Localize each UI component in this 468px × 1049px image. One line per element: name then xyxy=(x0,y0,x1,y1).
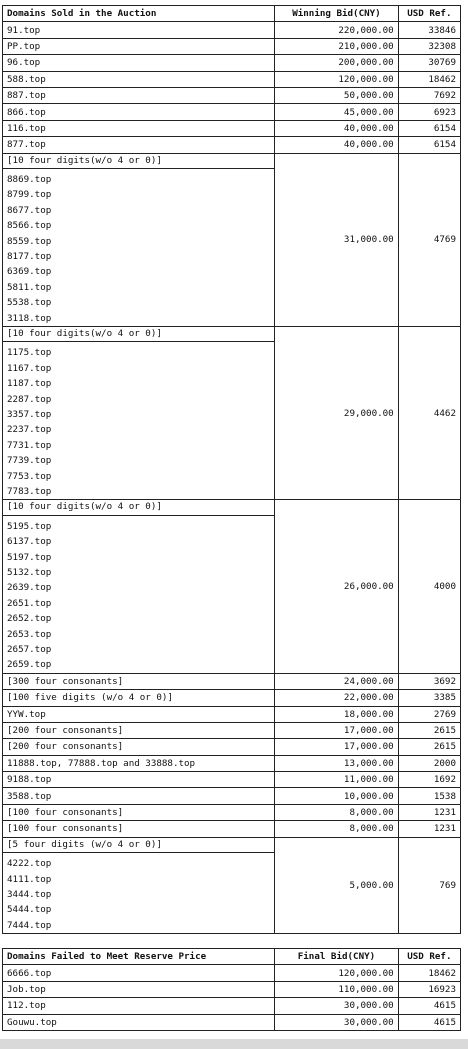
list-item: 8799.top xyxy=(7,189,52,201)
usd-cell: 18462 xyxy=(398,965,460,981)
table-row xyxy=(3,788,461,804)
table-row xyxy=(3,722,461,738)
domain-cell: 877.top xyxy=(3,137,275,153)
list-item: 2659.top xyxy=(7,659,52,671)
table-row xyxy=(3,673,461,689)
domain-cell: [100 four consonants] xyxy=(3,804,275,820)
usd-cell: 2000 xyxy=(398,755,460,771)
domain-cell: [100 five digits (w/o 4 or 0)] xyxy=(3,690,275,706)
group-row xyxy=(3,326,461,499)
list-item: 7739.top xyxy=(7,455,52,467)
list-item: 5197.top xyxy=(7,551,52,563)
group-domain-cell xyxy=(3,500,275,673)
col-header-usd: USD Ref. xyxy=(398,6,460,22)
bid-cell: 17,000.00 xyxy=(275,739,399,755)
bid-cell: 40,000.00 xyxy=(275,120,399,136)
table-row xyxy=(3,22,461,38)
group-row xyxy=(3,500,461,673)
domain-cell: Job.top xyxy=(3,981,275,997)
domain-cell: 96.top xyxy=(3,55,275,71)
domain-cell: 9188.top xyxy=(3,772,275,788)
list-item: 8559.top xyxy=(7,235,52,247)
group-domain-list xyxy=(3,169,274,326)
usd-cell: 769 xyxy=(398,837,460,933)
list-item: 3357.top xyxy=(7,408,52,420)
table-row xyxy=(3,55,461,71)
usd-cell: 4769 xyxy=(398,153,460,326)
table-row xyxy=(3,804,461,820)
bid-cell: 120,000.00 xyxy=(275,71,399,87)
table-row xyxy=(3,71,461,87)
domain-cell: 588.top xyxy=(3,71,275,87)
domain-cell: 866.top xyxy=(3,104,275,120)
domain-cell: [100 four consonants] xyxy=(3,821,275,837)
table-row xyxy=(3,1014,461,1030)
group-title: [10 four digits(w/o 4 or 0)] xyxy=(3,500,274,516)
usd-cell: 4462 xyxy=(398,326,460,499)
usd-cell: 18462 xyxy=(398,71,460,87)
domain-cell: 6666.top xyxy=(3,965,275,981)
domain-cell: Gouwu.top xyxy=(3,1014,275,1030)
table-row xyxy=(3,120,461,136)
list-item: 6137.top xyxy=(7,536,52,548)
bid-cell: 17,000.00 xyxy=(275,722,399,738)
usd-cell: 6154 xyxy=(398,137,460,153)
domain-cell: [200 four consonants] xyxy=(3,739,275,755)
usd-cell: 3385 xyxy=(398,690,460,706)
list-item: 1175.top xyxy=(7,347,52,359)
col-header-domain: Domains Sold in the Auction xyxy=(3,6,275,22)
page xyxy=(2,5,461,1031)
list-item: 8869.top xyxy=(7,174,52,186)
domain-cell: 112.top xyxy=(3,998,275,1014)
table-row xyxy=(3,965,461,981)
bid-cell: 26,000.00 xyxy=(275,500,399,673)
group-domain-list xyxy=(3,516,274,673)
list-item: 7753.top xyxy=(7,470,52,482)
domain-cell: 91.top xyxy=(3,22,275,38)
table-header-row xyxy=(3,6,461,22)
list-item: 7783.top xyxy=(7,485,52,497)
usd-cell: 4000 xyxy=(398,500,460,673)
usd-cell: 1231 xyxy=(398,804,460,820)
group-domain-cell xyxy=(3,326,275,499)
bid-cell: 40,000.00 xyxy=(275,137,399,153)
table-gap xyxy=(2,934,461,948)
list-item: 7444.top xyxy=(7,919,52,931)
bid-cell: 24,000.00 xyxy=(275,673,399,689)
list-item: 3444.top xyxy=(7,888,52,900)
list-item: 8566.top xyxy=(7,220,52,232)
list-item: 2287.top xyxy=(7,393,52,405)
col-header-final-bid: Final Bid(CNY) xyxy=(275,949,399,965)
group-domain-cell xyxy=(3,837,275,933)
usd-cell: 6154 xyxy=(398,120,460,136)
group-domain-list xyxy=(3,853,274,933)
bid-cell: 45,000.00 xyxy=(275,104,399,120)
usd-cell: 4615 xyxy=(398,1014,460,1030)
list-item: 5195.top xyxy=(7,520,52,532)
bid-cell: 8,000.00 xyxy=(275,804,399,820)
page-footer-bar xyxy=(0,1039,468,1049)
table-header-row xyxy=(3,949,461,965)
bid-cell: 31,000.00 xyxy=(275,153,399,326)
group-title: [5 four digits (w/o 4 or 0)] xyxy=(3,838,274,854)
group-title: [10 four digits(w/o 4 or 0)] xyxy=(3,154,274,170)
list-item: 5444.top xyxy=(7,904,52,916)
list-item: 2237.top xyxy=(7,424,52,436)
usd-cell: 1231 xyxy=(398,821,460,837)
list-item: 2653.top xyxy=(7,628,52,640)
usd-cell: 2769 xyxy=(398,706,460,722)
domain-cell: 11888.top, 77888.top and 33888.top xyxy=(3,755,275,771)
table-row xyxy=(3,998,461,1014)
list-item: 3118.top xyxy=(7,312,52,324)
list-item: 8677.top xyxy=(7,204,52,216)
usd-cell: 33846 xyxy=(398,22,460,38)
list-item: 4222.top xyxy=(7,858,52,870)
usd-cell: 1692 xyxy=(398,772,460,788)
domain-cell: 116.top xyxy=(3,120,275,136)
group-domain-cell xyxy=(3,153,275,326)
usd-cell: 30769 xyxy=(398,55,460,71)
list-item: 1167.top xyxy=(7,362,52,374)
table-row xyxy=(3,38,461,54)
usd-cell: 2615 xyxy=(398,739,460,755)
col-header-winning-bid: Winning Bid(CNY) xyxy=(275,6,399,22)
bid-cell: 8,000.00 xyxy=(275,821,399,837)
list-item: 5132.top xyxy=(7,567,52,578)
domain-cell: 887.top xyxy=(3,87,275,103)
bid-cell: 120,000.00 xyxy=(275,965,399,981)
group-row xyxy=(3,837,461,933)
list-item: 2652.top xyxy=(7,613,52,625)
sold-domains-table xyxy=(2,5,461,934)
list-item: 2639.top xyxy=(7,582,52,594)
list-item: 5538.top xyxy=(7,297,52,309)
bid-cell: 110,000.00 xyxy=(275,981,399,997)
bid-cell: 5,000.00 xyxy=(275,837,399,933)
usd-cell: 32308 xyxy=(398,38,460,54)
col-header-domain: Domains Failed to Meet Reserve Price xyxy=(3,949,275,965)
table-row xyxy=(3,706,461,722)
bid-cell: 18,000.00 xyxy=(275,706,399,722)
bid-cell: 200,000.00 xyxy=(275,55,399,71)
domain-cell: PP.top xyxy=(3,38,275,54)
bid-cell: 13,000.00 xyxy=(275,755,399,771)
domain-cell: [200 four consonants] xyxy=(3,722,275,738)
group-domain-list xyxy=(3,342,274,499)
bid-cell: 210,000.00 xyxy=(275,38,399,54)
failed-domains-table xyxy=(2,948,461,1031)
usd-cell: 2615 xyxy=(398,722,460,738)
usd-cell: 6923 xyxy=(398,104,460,120)
list-item: 6369.top xyxy=(7,266,52,278)
table-row xyxy=(3,821,461,837)
usd-cell: 3692 xyxy=(398,673,460,689)
bid-cell: 10,000.00 xyxy=(275,788,399,804)
list-item: 2657.top xyxy=(7,643,52,655)
table-row xyxy=(3,755,461,771)
table-row xyxy=(3,981,461,997)
usd-cell: 4615 xyxy=(398,998,460,1014)
bid-cell: 30,000.00 xyxy=(275,1014,399,1030)
table-row xyxy=(3,104,461,120)
list-item: 2651.top xyxy=(7,597,52,609)
table-row xyxy=(3,137,461,153)
bid-cell: 220,000.00 xyxy=(275,22,399,38)
list-item: 5811.top xyxy=(7,281,52,293)
usd-cell: 16923 xyxy=(398,981,460,997)
domain-cell: [300 four consonants] xyxy=(3,673,275,689)
usd-cell: 1538 xyxy=(398,788,460,804)
bid-cell: 29,000.00 xyxy=(275,326,399,499)
table-row xyxy=(3,772,461,788)
bid-cell: 30,000.00 xyxy=(275,998,399,1014)
group-title: [10 four digits(w/o 4 or 0)] xyxy=(3,327,274,343)
bid-cell: 22,000.00 xyxy=(275,690,399,706)
table-row xyxy=(3,690,461,706)
list-item: 7731.top xyxy=(7,439,52,451)
list-item: 8177.top xyxy=(7,250,52,262)
usd-cell: 7692 xyxy=(398,87,460,103)
group-row xyxy=(3,153,461,326)
col-header-usd: USD Ref. xyxy=(398,949,460,965)
bid-cell: 11,000.00 xyxy=(275,772,399,788)
domain-cell: YYW.top xyxy=(3,706,275,722)
table-row xyxy=(3,87,461,103)
bid-cell: 50,000.00 xyxy=(275,87,399,103)
domain-cell: 3588.top xyxy=(3,788,275,804)
table-row xyxy=(3,739,461,755)
list-item: 4111.top xyxy=(7,873,52,885)
list-item: 1187.top xyxy=(7,378,52,390)
